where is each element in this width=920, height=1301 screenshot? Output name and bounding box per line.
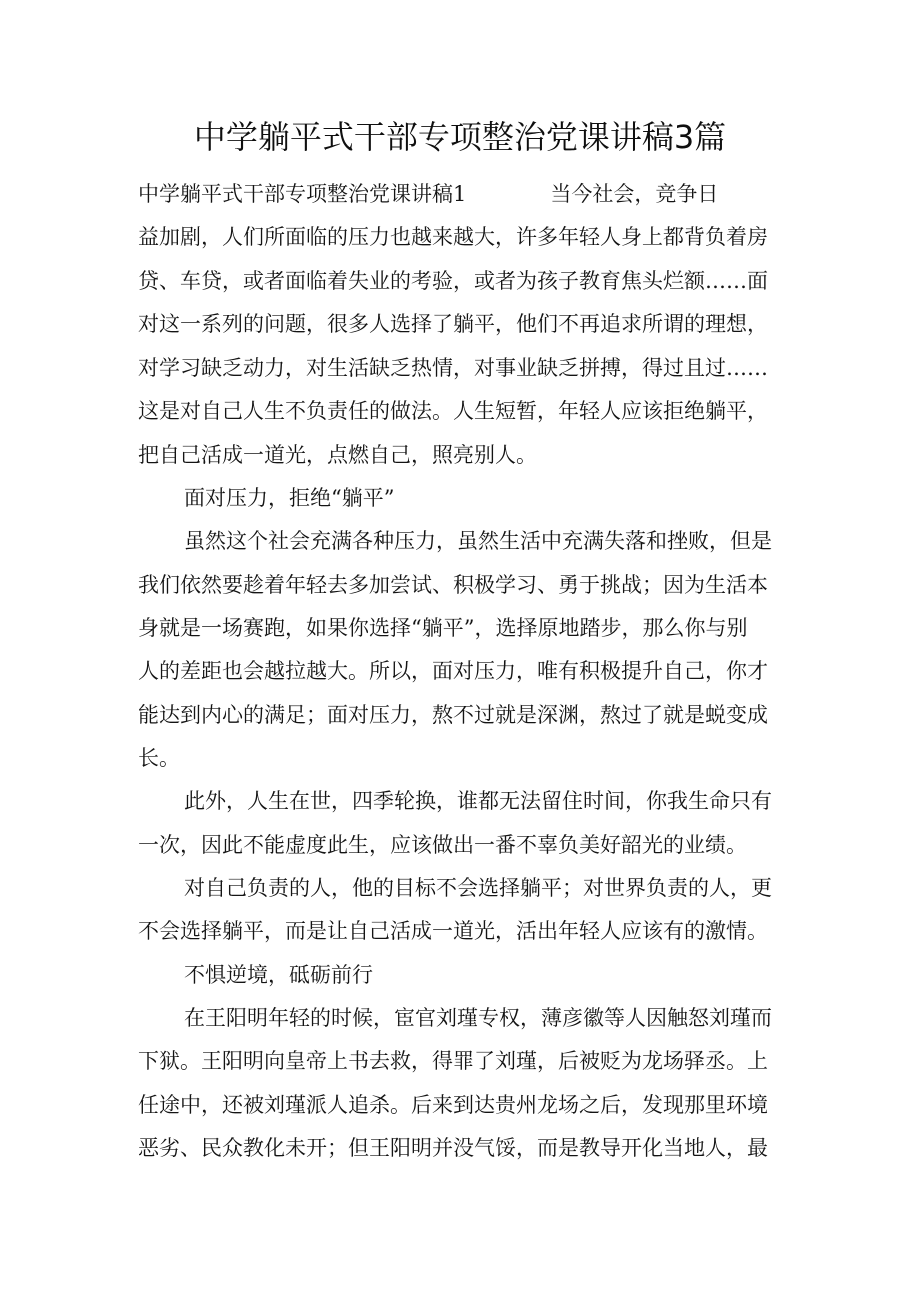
text-line: 这是对自己人生不负责任的做法。人生短暂，年轻人应该拒绝躺平， (138, 399, 768, 423)
document-title: 中学躺平式干部专项整治党课讲稿3篇 (193, 118, 727, 156)
text-line: 此外，人生在世，四季轮换，谁都无法留住时间，你我生命只有 (184, 789, 772, 813)
text-line: 能达到内心的满足；面对压力，熬不过就是深渊，熬过了就是蜕变成 (138, 703, 768, 727)
text-line: 把自己活成一道光，点燃自己，照亮别人。 (138, 443, 537, 467)
text-line: 对自己负责的人，他的目标不会选择躺平；对世界负责的人，更 (184, 876, 772, 900)
text-line: 对学习缺乏动力，对生活缺乏热情，对事业缺乏拼搏，得过且过…… (138, 356, 768, 380)
intro-label: 中学躺平式干部专项整治党课讲稿1 (138, 182, 467, 206)
text-line: 一次，因此不能虚度此生，应该做出一番不辜负美好韶光的业绩。 (138, 833, 747, 857)
section-heading: 面对压力，拒绝“躺平” (184, 486, 395, 510)
text-line: 人的差距也会越拉越大。所以，面对压力，唯有积极提升自己，你才 (138, 659, 768, 683)
intro-line (138, 178, 718, 210)
text-line: 恶劣、民众教化未开；但王阳明并没气馁，而是教导开化当地人，最 (138, 1136, 768, 1160)
text-line: 身就是一场赛跑，如果你选择“躺平”，选择原地踏步，那么你与别 (138, 616, 748, 640)
text-line: 任途中，还被刘瑾派人追杀。后来到达贵州龙场之后，发现那里环境 (138, 1093, 768, 1117)
text-line: 益加剧，人们所面临的压力也越来越大，许多年轻人身上都背负着房 (138, 225, 768, 249)
text-line: 虽然这个社会充满各种压力，虽然生活中充满失落和挫败，但是 (184, 529, 772, 553)
text-line: 我们依然要趁着年轻去多加尝试、积极学习、勇于挑战；因为生活本 (138, 573, 768, 597)
text-line: 在王阳明年轻的时候，宦官刘瑾专权，薄彦徽等人因触怒刘瑾而 (184, 1006, 772, 1030)
text-line: 贷、车贷，或者面临着失业的考验，或者为孩子教育焦头烂额……面 (138, 269, 768, 293)
text-line: 不会选择躺平，而是让自己活成一道光，活出年轻人应该有的激情。 (138, 919, 768, 943)
text-line: 对这一系列的问题，很多人选择了躺平，他们不再追求所谓的理想， (138, 312, 768, 336)
section-heading: 不惧逆境，砥砺前行 (184, 963, 373, 987)
text-line: 下狱。王阳明向皇帝上书去救，得罪了刘瑾，后被贬为龙场驿丞。上 (138, 1049, 768, 1073)
intro-continuation: 当今社会，竞争日 (550, 182, 719, 206)
text-line: 长。 (138, 746, 180, 770)
